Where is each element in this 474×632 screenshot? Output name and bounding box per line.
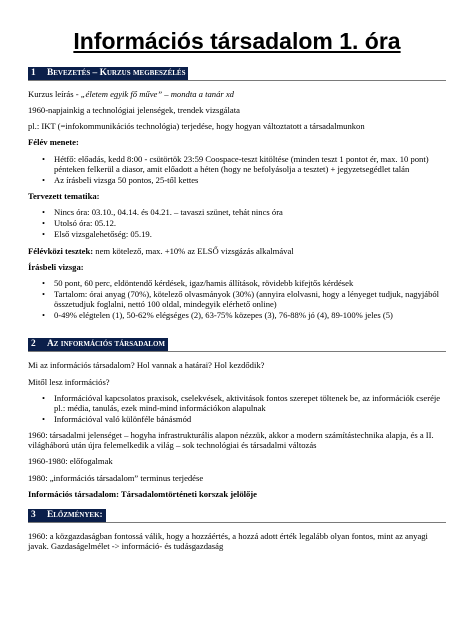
section-heading-2 xyxy=(28,338,446,352)
section-heading-1 xyxy=(28,67,446,81)
intro-ikt: pl.: IKT (=infokommunikációs technológia) terjedése, hogy hogyan változtatott a társadalmunkon xyxy=(28,121,365,132)
document-title: Információs társadalom 1. óra xyxy=(73,28,401,54)
irasbeli-list xyxy=(28,278,446,321)
list-item: • Az írásbeli vizsga 50 pontos, 25-től kettes xyxy=(44,175,446,185)
list-item: • Nincs óra: 03.10., 04.14. és 04.21. – tavaszi szünet, tehát nincs óra xyxy=(44,207,446,217)
list-item: • Első vizsgalehetőség: 05.19. xyxy=(44,229,446,239)
section-heading-3 xyxy=(28,509,446,523)
felev-label: Félév menete: xyxy=(28,137,79,148)
elozmenyek-text: 1960: a közgazdaságban fontossá válik, hogy a hozzáértés, a hozzá adott érték legalább olyan fontos, mint az anyagi javak. Gazdaságelmélet -> információ- és tudásgazdaság xyxy=(28,530,428,551)
list-item: • Hétfő: előadás, kedd 8:00 - csütörtök 23:59 Coospace-teszt kitöltése (minden teszt 1 pontot ér, max. 10 pont) pénteken felkerül a diasor, amit előadott a héten (hogy ne befolyásolja a tesztet) + jegyzetsegédlet talán xyxy=(44,154,446,174)
infotars-question-1: Mi az információs társadalom? Hol vannak a határai? Hol kezdődik? xyxy=(28,360,265,371)
intro-1960: 1960-napjainkig a technológiai jelenségek, trendek vizsgálata xyxy=(28,105,240,116)
list-item: • Információval való különféle bánásmód xyxy=(44,414,446,424)
tematika-list xyxy=(28,207,446,239)
list-item: • Utolsó óra: 05.12. xyxy=(44,218,446,228)
list-item: • 0-49% elégtelen (1), 50-62% elégséges (2), 63-75% közepes (3), 76-88% jó (4), 89-100% jeles (5) xyxy=(44,310,446,320)
kurzus-leiras: Kurzus leírás - „életem egyik fő műve” – mondta a tanár xd xyxy=(28,89,234,99)
felevkozi-tesztek: Félévközi tesztek: nem kötelező, max. +10% az ELSŐ vizsgázás alkalmával xyxy=(28,245,294,256)
infotars-1960-1980: 1960-1980: előfogalmak xyxy=(28,456,113,467)
section-heading-box: 2 Az információs társadalom xyxy=(28,338,168,351)
infotars-question-2: Mitől lesz információs? xyxy=(28,376,110,387)
section-heading-box: 3 Előzmények: xyxy=(28,509,106,522)
infotars-list xyxy=(28,393,446,424)
irasbeli-label: Írásbeli vizsga: xyxy=(28,261,84,272)
list-item: • Információval kapcsolatos praxisok, cselekvések, aktivitások fontos szerepet töltenek be, az információk cseréje pl.: média, tanulás, ezek mind-mind információkon alapulnak xyxy=(44,393,446,413)
list-item: • 50 pont, 60 perc, eldöntendő kérdések, igaz/hamis állítások, rövidebb kifejtős kérdések xyxy=(44,278,446,288)
felev-list xyxy=(28,154,446,185)
section-heading-box: 1 Bevezetés – Kurzus megbeszélés xyxy=(28,67,188,80)
infotars-1960: 1960: társadalmi jelenséget – hogyha infrastrukturális alapon nézzük, akkor a modern számítástechnika alapja, és a II. világháború után újra felemelkedik a világ – sok technológiai és társadalmi változás xyxy=(28,430,434,451)
tematika-label: Tervezett tematika: xyxy=(28,190,100,201)
infotars-1980: 1980: „információs társadalom” terminus terjedése xyxy=(28,472,204,483)
list-item: • Tartalom: órai anyag (70%), kötelező olvasmányok (30%) (annyira elolvasni, hogy a lényeget tudjuk, nagyjából összetudjuk foglalni, nettó 100 oldal, mindegyik elérhető online) xyxy=(44,289,446,309)
infotars-definition: Információs társadalom: Társadalomtörténeti korszak jelölője xyxy=(28,488,257,499)
